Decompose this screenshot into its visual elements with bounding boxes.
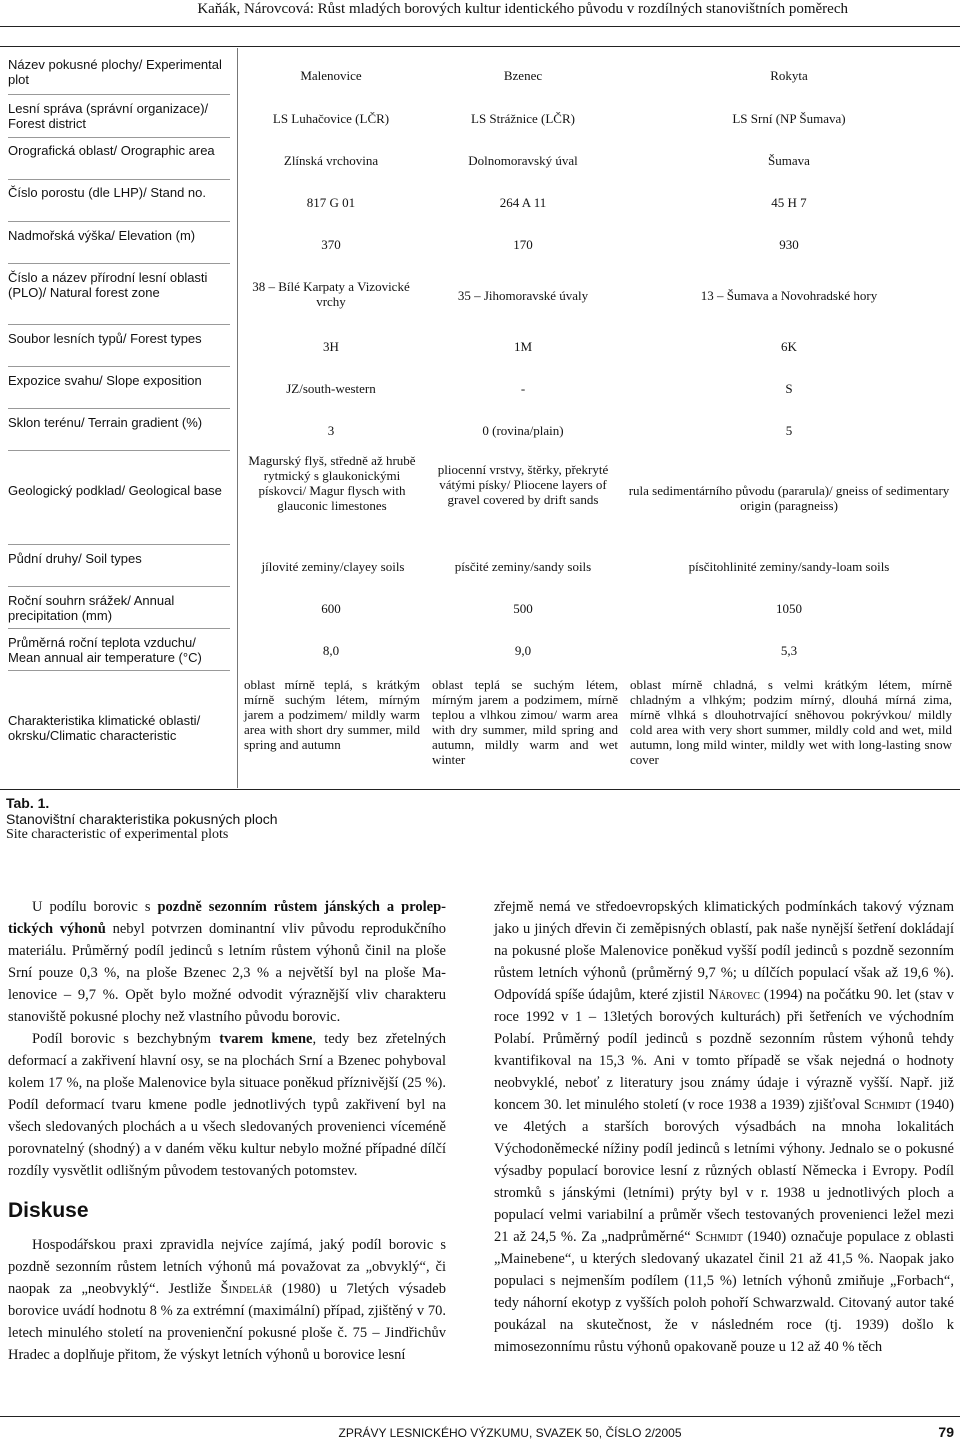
cell-rokyta: písčitohlinité zeminy/sandy-loam soils xyxy=(688,559,890,574)
row-separator xyxy=(8,366,230,367)
row-separator xyxy=(8,670,230,671)
row-separator xyxy=(8,628,230,629)
row-separator xyxy=(8,586,230,587)
cell-bzenec: oblast teplá se suchým létem, mírným jarem a podzimem, mírně teplou a vlhkou zimou/ warm area with dry summer, mild spring and autumn, mildly warm and wet winter xyxy=(432,677,618,767)
row-label: Charakteristika klimatické oblasti/ okrsku/Climatic characteristic xyxy=(8,713,201,743)
cell-malenovice: oblast mírně teplá, s krátkým mírně suchým létem, mírným jarem a podzimem/ mildly warm area with short dry summer, mild spring and autumn xyxy=(244,677,420,752)
cell-rokyta: 13 – Šumava a Novohradské hory xyxy=(700,288,878,303)
author-name: Schmidt xyxy=(863,1097,912,1113)
table-caption xyxy=(6,795,278,843)
cell-rokyta: 930 xyxy=(779,237,799,252)
row-label: Roční souhrn srážek/ Annual precipitation (mm) xyxy=(8,593,175,623)
cell-malenovice: 8,0 xyxy=(322,643,340,658)
body-right-column xyxy=(494,896,954,1358)
cell-malenovice: 370 xyxy=(321,237,341,252)
cell-bzenec: 9,0 xyxy=(514,643,532,658)
text-run: Podíl borovic s bezchybným xyxy=(32,1031,220,1047)
emphasis-text: tvarem kmene xyxy=(219,1031,313,1047)
cell-malenovice: jílovité zeminy/clayey soils xyxy=(261,559,405,574)
cell-rokyta: 6K xyxy=(781,339,797,354)
cell-rokyta: Šumava xyxy=(768,153,810,168)
cell-bzenec: - xyxy=(520,381,526,396)
text-run: zřejmě nemá ve středoevropských klimatických podmínkách takový význam jako u jiných dřevin či zeměpisných oblastí, pak naše nynější šetření dokládají na pokusné ploše Malenovice poněkud vyšší podíl jedinců s pozdně sezonním růstem letních výhonů (průměrný 9,7 %; u dílčích populací však až 19,6 %). Odpovídá spíše údajům, které zjistil xyxy=(494,899,954,1003)
caption-tab-number: Tab. 1. xyxy=(6,795,50,811)
text-run: (1940) ve 4letých a starších borových výsadbách na mnoha lokalitách Východoněmecké nížiny podíl jedinců s letními výhony. Jednalo se o pokusné výsadby populací borovice lesní z různých oblastí Německa i Evropy. Podíl stromků s jánskými (letními) prýty byl v r. 1938 u jednotlivých ploch a populací velmi variabilní a průměr všech testovaných provenienci ležel mezi 21 až 24,5 %. Za „nadprůměrné“ xyxy=(494,1097,954,1245)
cell-rokyta: 45 H 7 xyxy=(771,195,807,210)
row-label: Půdní druhy/ Soil types xyxy=(8,551,142,566)
section-heading: Diskuse xyxy=(8,1199,89,1222)
caption-czech: Stanovištní charakteristika pokusných ploch xyxy=(6,811,278,827)
cell-bzenec: 35 – Jihomoravské úvaly xyxy=(457,288,589,303)
row-separator xyxy=(8,263,230,264)
caption-english: Site characteristic of experimental plots xyxy=(6,827,229,842)
cell-malenovice: LS Luhačovice (LČR) xyxy=(272,111,390,126)
row-separator xyxy=(8,408,230,409)
cell-bzenec: 264 A 11 xyxy=(499,195,547,210)
paragraph xyxy=(8,1234,446,1366)
text-run: (1980) u 7letých výsadeb borovice uvádí hodnotu 8 % za extrémní (maximální) případ, zjištěný v 70. letech minulého století na provenienční pokusné ploše č. 75 – Jindřichův Hradec a doplňuje přitom, že výskyt letních výhonů u borovice lesní xyxy=(8,1281,446,1363)
text-run: Hospodářskou praxi zpravidla nejvíce zajímá, jaký podíl borovic s pozdně sezonním růstem letních výhonů má považovat za „obvyklý“, či naopak za „neobvyklý“. Jestliže xyxy=(8,1237,446,1297)
page-number: 79 xyxy=(938,1424,954,1440)
row-label: Orografická oblast/ Orographic area xyxy=(8,143,215,158)
cell-rokyta: oblast mírně chladná, s velmi krátkým létem, mírně chladným a vlhkým; podzim mírný, dlouhá mírná zima, mírně vlhká s dlouhotrvající sněhovou pokrývkou/ mildly cold area with very short summer, mildly cold and wet, mild autumn, long mild winter, mildly wet with long-lasting snow cover xyxy=(630,677,952,767)
cell-rokyta: 5,3 xyxy=(780,643,798,658)
text-run: , tedy bez zřetelných deformací a zakřivení hlavní osy, se na plochách Srní a Bzenec pohyboval kolem 17 %, na ploše Malenovice byla situace poněkud příznivější (25 %). Podíl deformací tvaru kmene podle jednotlivých typů zakřivení byl na všech sledovaných plochách a u všech sledovaných provenienci víceméně porovnatelný (shodný) a v daném věku kultur nebylo možné případné dílčí rozdíly vysvětlit odlišným původem testovaných potomstev. xyxy=(8,1031,446,1179)
row-separator xyxy=(8,137,230,138)
row-separator xyxy=(8,544,230,545)
cell-bzenec: 0 (rovina/plain) xyxy=(482,423,564,438)
row-label: Soubor lesních typů/ Forest types xyxy=(8,331,202,346)
cell-bzenec: Dolnomoravský úval xyxy=(468,153,578,168)
row-label: Číslo porostu (dle LHP)/ Stand no. xyxy=(8,185,206,200)
cell-bzenec: 500 xyxy=(513,601,533,616)
cell-malenovice: 3 xyxy=(327,423,335,438)
cell-malenovice: JZ/south-western xyxy=(286,381,376,396)
cell-malenovice: 3H xyxy=(323,339,339,354)
cell-bzenec: 1M xyxy=(513,339,533,354)
cell-rokyta: 1050 xyxy=(776,601,802,616)
journal-footer: ZPRÁVY LESNICKÉHO VÝZKUMU, SVAZEK 50, ČÍSLO 2/2005 xyxy=(338,1426,682,1440)
row-separator xyxy=(8,179,230,180)
row-separator xyxy=(8,324,230,325)
text-run: (1994) na počátku 90. let (stav v roce 1992 v 1 – 13letých borových kulturách) při šetřeních ve východním Polabí. Průměrný podíl jedinců s pozdně sezonním růstem výhonů tehdy kvantifikoval na 15,3 %. Ani v tomto případě se však nejedná o hodnoty neobvyklé, neboť z literatury jsou známy údaje i výrazně vyšší. Např. již koncem 30. let minulého století (v roce 1938 a 1939) zjišťoval xyxy=(494,987,954,1113)
row-label: Sklon terénu/ Terrain gradient (%) xyxy=(8,415,203,430)
author-name: Schmidt xyxy=(695,1229,743,1245)
cell-rokyta: LS Srní (NP Šumava) xyxy=(732,111,846,126)
paragraph xyxy=(8,896,446,1028)
cell-bzenec: pliocenní vrstvy, štěrky, překryté vátými písky/ Pliocene layers of gravel covered by drift sands xyxy=(437,462,609,507)
row-label: Nadmořská výška/ Elevation (m) xyxy=(8,228,196,243)
cell-malenovice: 817 G 01 xyxy=(306,195,356,210)
cell-bzenec: písčité zeminy/sandy soils xyxy=(454,559,592,574)
cell-rokyta: S xyxy=(785,381,793,396)
cell-malenovice: Malenovice xyxy=(300,68,362,83)
row-separator xyxy=(8,450,230,451)
row-separator xyxy=(8,221,230,222)
text-run: nebyl potvrzen dominantní vliv původu reprodukčního materiálu. Průměrný podíl jedinců s letním růstem výhonů činil na ploše Srní pouze 0,3 %, na ploše Bzenec 2,3 % a největší byl na ploše Malenovice – 9,7 %. Opět bylo možné odvodit výraznější vliv charakteru stanoviště pokusné plochy než vlastního původu borovic. xyxy=(8,921,446,1025)
cell-rokyta: rula sedimentárního původu (pararula)/ gneiss of sedimentary origin (paragneiss) xyxy=(628,483,950,513)
cell-malenovice: Zlínská vrchovina xyxy=(283,153,379,168)
body-left-column xyxy=(8,896,446,1366)
cell-malenovice: 38 – Bílé Karpaty a Vizovické vrchy xyxy=(252,279,410,309)
cell-malenovice: Magurský flyš, středně až hrubě rytmický s glaukonickými pískovci/ Magur flysch with glauconic limestones xyxy=(248,453,416,513)
row-label: Lesní správa (správní organizace)/ Forest district xyxy=(8,101,209,131)
row-label: Expozice svahu/ Slope exposition xyxy=(8,373,202,388)
author-name: Šindelář xyxy=(220,1281,273,1297)
row-label: Číslo a název přírodní lesní oblasti (PLO)/ Natural forest zone xyxy=(8,270,208,300)
emphasis-text: pozdně sezonním růstem jánských a proleptických výhonů xyxy=(8,899,447,937)
cell-bzenec: 170 xyxy=(513,237,533,252)
table-top-rule xyxy=(0,46,960,47)
row-label: Geologický podklad/ Geological base xyxy=(8,483,222,498)
footer-rule xyxy=(0,1416,960,1417)
text-run: U podílu borovic s xyxy=(32,899,158,915)
cell-bzenec: LS Strážnice (LČR) xyxy=(471,111,575,126)
running-header: Kaňák, Nárovcová: Růst mladých borových kultur identického původu v rozdílných stanovištních poměrech xyxy=(197,1,848,17)
text-run: (1940) označuje populace z oblasti „Mainebene“, u kterých sledovaný ukazatel činil 21 až 41,5 %. Naopak jako populaci s nejmenším podílem (11,5 %) letních výhonů zmiňuje „Forbach“, tedy náhorní ekotyp z vyšších poloh pohoří Schwarzwald. Citovaný autor také poukázal na skutečnost, že v následném roce (tj. 1939) došlo k mimosezonnímu růstu výhonů opakovaně pouze u 12 až 40 % těch xyxy=(494,1229,954,1355)
row-label: Název pokusné plochy/ Experimental plot xyxy=(8,57,222,87)
row-separator xyxy=(8,94,230,95)
paragraph xyxy=(494,896,954,1358)
cell-malenovice: 600 xyxy=(321,601,341,616)
author-name: Nárovec xyxy=(708,987,760,1003)
cell-rokyta: Rokyta xyxy=(770,68,808,83)
header-rule xyxy=(0,26,960,27)
cell-rokyta: 5 xyxy=(785,423,793,438)
paragraph xyxy=(8,1028,446,1182)
table-bottom-rule xyxy=(0,789,960,790)
cell-bzenec: Bzenec xyxy=(503,68,543,83)
row-label: Průměrná roční teplota vzduchu/ Mean annual air temperature (°C) xyxy=(8,635,202,665)
